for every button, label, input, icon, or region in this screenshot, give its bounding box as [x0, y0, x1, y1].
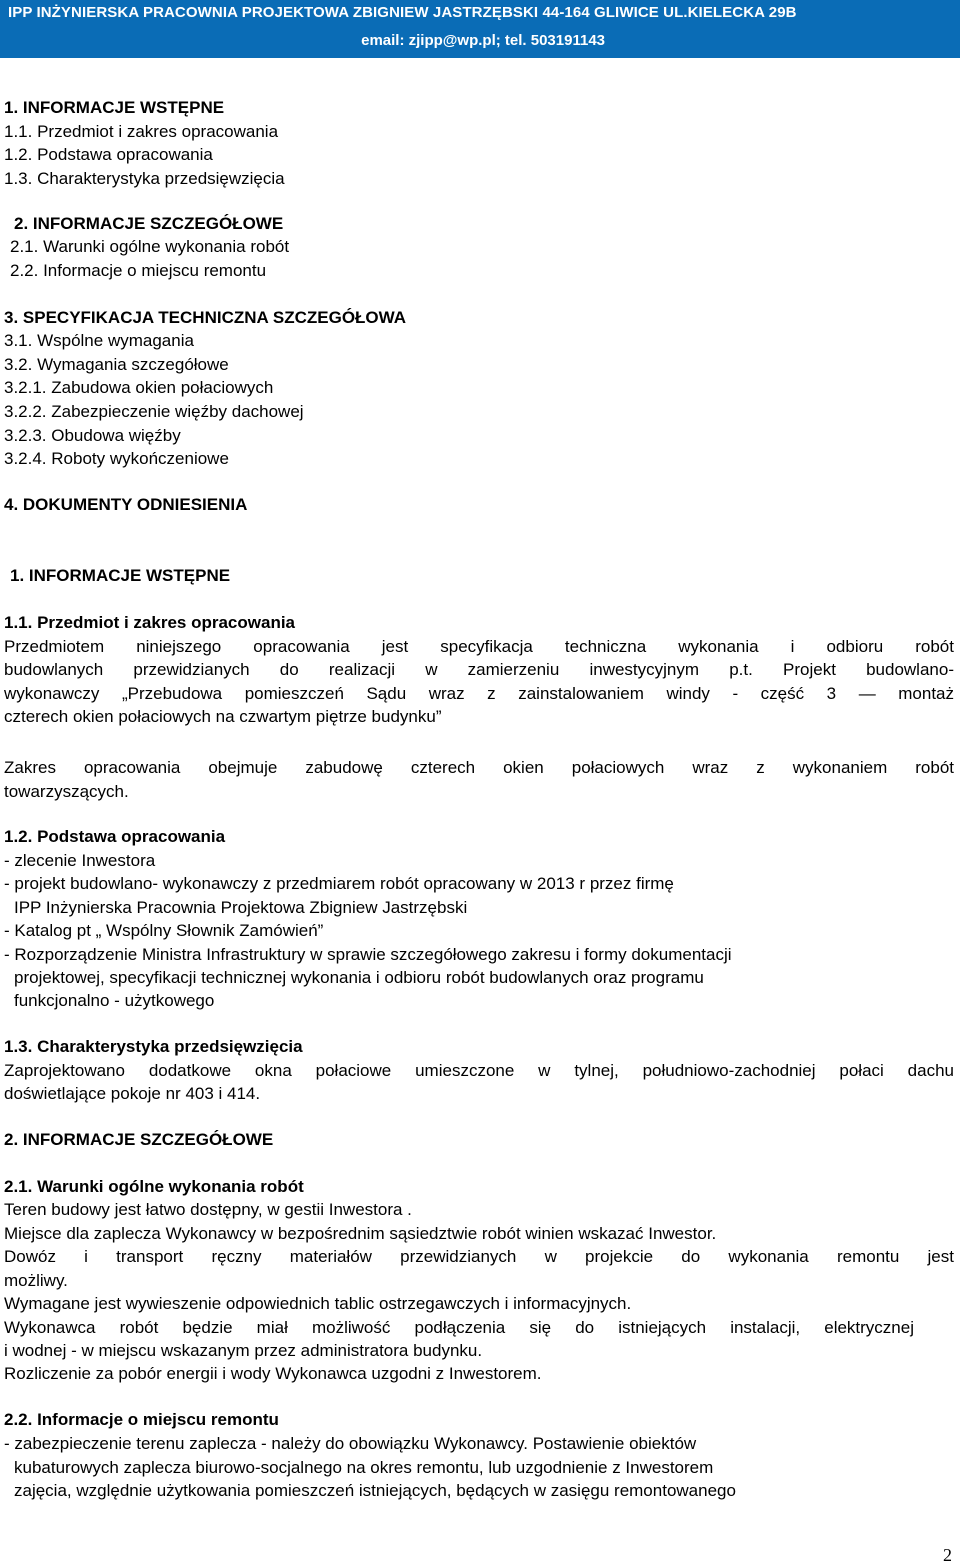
subsection-heading: 2.2. Informacje o miejscu remontu	[4, 1410, 279, 1429]
section-heading: 1. INFORMACJE WSTĘPNE	[10, 566, 231, 585]
toc-item: 3.2.1. Zabudowa okien połaciowych	[4, 378, 274, 397]
toc-item: 3.2.3. Obudowa więźby	[4, 426, 181, 445]
paragraph-line: możliwy.	[4, 1271, 68, 1290]
paragraph-line: budowlanych przewidzianych do realizacji w zamierzeniu inwestycyjnym p.t. Projekt budowlano-	[4, 660, 954, 679]
paragraph-line: Zaprojektowano dodatkowe okna połaciowe umieszczone w tylnej, południowo-zachodniej połaci dachu	[4, 1061, 954, 1080]
toc-item: 2. INFORMACJE SZCZEGÓŁOWE	[14, 214, 284, 233]
toc-item: 3. SPECYFIKACJA TECHNICZNA SZCZEGÓŁOWA	[4, 308, 407, 327]
paragraph-line: Rozliczenie za pobór energii i wody Wykonawca uzgodni z Inwestorem.	[4, 1364, 542, 1383]
paragraph-line: Dowóz i transport ręczny materiałów przewidzianych w projekcie do wykonania remontu jest	[4, 1247, 954, 1266]
list-item: funkcjonalno - użytkowego	[14, 991, 215, 1010]
list-item: IPP Inżynierska Pracownia Projektowa Zbigniew Jastrzębski	[14, 898, 468, 917]
subsection-heading: 1.3. Charakterystyka przedsięwzięcia	[4, 1037, 303, 1056]
paragraph-line: Miejsce dla zaplecza Wykonawcy w bezpośrednim sąsiedztwie robót winien wskazać Inwestor.	[4, 1224, 717, 1243]
toc-item: 2.2. Informacje o miejscu remontu	[10, 261, 267, 280]
paragraph-line: towarzyszących.	[4, 782, 129, 801]
header-contact-line: email: zjipp@wp.pl; tel. 503191143	[361, 32, 605, 49]
subsection-heading: 2.1. Warunki ogólne wykonania robót	[4, 1177, 304, 1196]
toc-item: 1.3. Charakterystyka przedsięwzięcia	[4, 169, 285, 188]
paragraph-line: Zakres opracowania obejmuje zabudowę czterech okien połaciowych wraz z wykonaniem robót	[4, 758, 954, 777]
page-header	[0, 0, 960, 58]
paragraph-line: Wykonawca robót będzie miał możliwość podłączenia się do istniejących instalacji, elektrycznej	[4, 1318, 914, 1337]
page-number: 2	[943, 1545, 952, 1565]
list-item: - Katalog pt „ Wspólny Słownik Zamówień”	[4, 921, 324, 940]
toc-item: 2.1. Warunki ogólne wykonania robót	[10, 237, 290, 256]
paragraph-line: Wymagane jest wywieszenie odpowiednich tablic ostrzegawczych i informacyjnych.	[4, 1294, 632, 1313]
list-item: projektowej, specyfikacji technicznej wykonania i odbioru robót budowlanych oraz programu	[14, 968, 704, 987]
paragraph-line: wykonawczy „Przebudowa pomieszczeń Sądu wraz z zainstalowaniem windy - część 3 — montaż	[4, 684, 954, 703]
toc-item: 3.2.2. Zabezpieczenie więźby dachowej	[4, 402, 304, 421]
list-item: - Rozporządzenie Ministra Infrastruktury w sprawie szczegółowego zakresu i formy dokumentacji	[4, 945, 732, 964]
toc-item: 3.2.4. Roboty wykończeniowe	[4, 449, 229, 468]
toc-item: 3.2. Wymagania szczegółowe	[4, 355, 229, 374]
header-company-line: IPP INŻYNIERSKA PRACOWNIA PROJEKTOWA ZBIGNIEW JASTRZĘBSKI 44-164 GLIWICE UL.KIELECKA 29B	[8, 4, 797, 21]
paragraph-line: Teren budowy jest łatwo dostępny, w gestii Inwestora .	[4, 1200, 412, 1219]
list-item: - zabezpieczenie terenu zaplecza - należy do obowiązku Wykonawcy. Postawienie obiektów	[4, 1434, 697, 1453]
paragraph-line: Przedmiotem niniejszego opracowania jest specyfikacja techniczna wykonania i odbioru robót	[4, 637, 954, 656]
subsection-heading: 1.2. Podstawa opracowania	[4, 827, 226, 846]
toc-item: 3.1. Wspólne wymagania	[4, 331, 194, 350]
paragraph-line: doświetlające pokoje nr 403 i 414.	[4, 1084, 261, 1103]
list-item: zajęcia, względnie użytkowania pomieszczeń istniejących, będących w zasięgu remontowanego	[14, 1481, 736, 1500]
paragraph-line: i wodnej - w miejscu wskazanym przez administratora budynku.	[4, 1341, 483, 1360]
paragraph-line: czterech okien połaciowych na czwartym piętrze budynku”	[4, 707, 442, 726]
subsection-heading: 1.1. Przedmiot i zakres opracowania	[4, 613, 296, 632]
toc-item: 1. INFORMACJE WSTĘPNE	[4, 98, 225, 117]
toc-item: 1.1. Przedmiot i zakres opracowania	[4, 122, 279, 141]
list-item: - zlecenie Inwestora	[4, 851, 156, 870]
list-item: - projekt budowlano- wykonawczy z przedmiarem robót opracowany w 2013 r przez firmę	[4, 874, 674, 893]
list-item: kubaturowych zaplecza biurowo-socjalnego na okres remontu, lub uzgodnienie z Inwestorem	[14, 1458, 714, 1477]
toc-item: 4. DOKUMENTY ODNIESIENIA	[4, 495, 248, 514]
section-heading: 2. INFORMACJE SZCZEGÓŁOWE	[4, 1130, 274, 1149]
toc-item: 1.2. Podstawa opracowania	[4, 145, 213, 164]
